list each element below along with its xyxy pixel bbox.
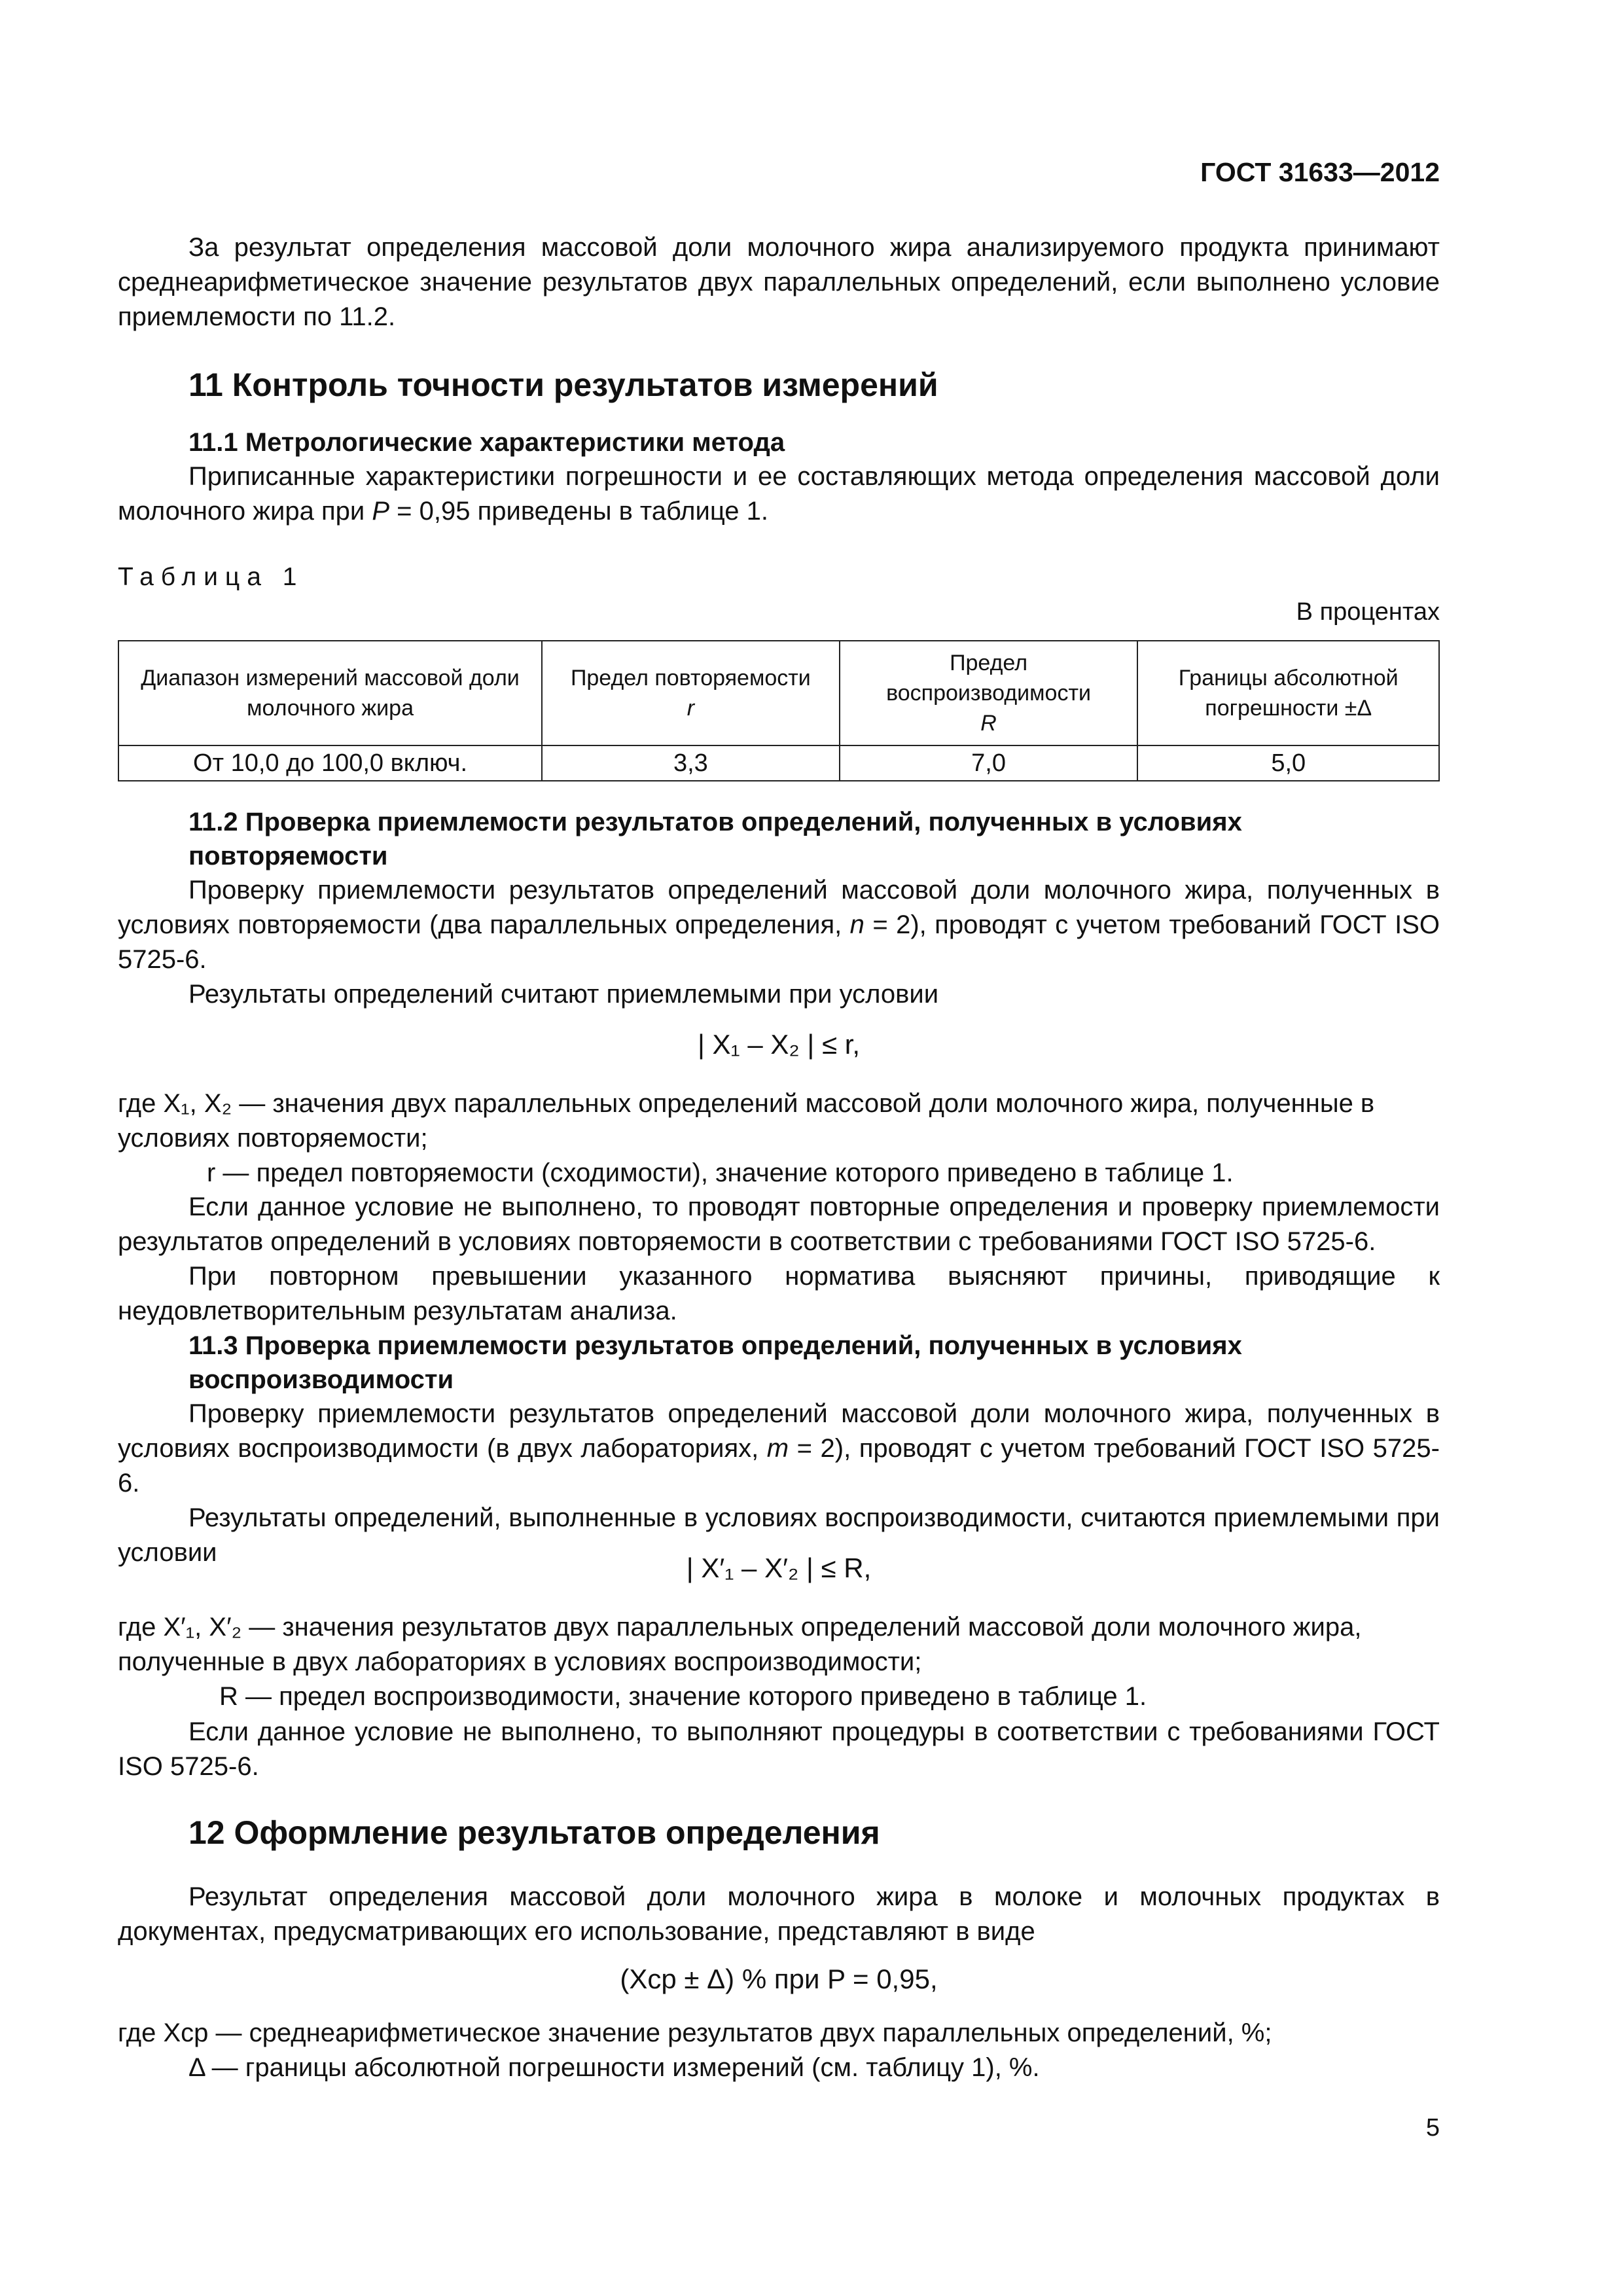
formula-repeatability: | X₁ – X₂ | ≤ r, <box>697 1029 861 1060</box>
table-unit: В процентах <box>1296 598 1440 626</box>
section-11-2-text-2: Результаты определений считают приемлемыми при условии <box>188 980 939 1009</box>
intro-paragraph: За результат определения массовой доли молочного жира анализируемого продукта принимают среднеарифметическое значение результатов двух параллельных определений, если выполнено условие приемлемости по 11.2. <box>118 233 1440 331</box>
where-symbol: R — <box>219 1682 272 1711</box>
page-number: 5 <box>1425 2114 1440 2142</box>
table-header-error: Границы абсолютной погрешности ±Δ <box>1137 641 1439 745</box>
where-symbol: Δ — <box>188 2053 238 2082</box>
where-block-result <box>118 2016 1440 2085</box>
metrology-table <box>118 640 1440 781</box>
table-header-repeatability: Предел повторяемости r <box>542 641 840 745</box>
where-symbol: где X′₁, X′₂ — <box>118 1613 276 1641</box>
table-header-reproducibility: Предел воспроизводимости R <box>840 641 1138 745</box>
table-row <box>118 745 1439 781</box>
where-symbol: где X₁, X₂ — <box>118 1089 266 1118</box>
where-symbol: где Xср — <box>118 2018 242 2047</box>
section-11-2-text-3: Если данное условие не выполнено, то проводят повторные определения и проверку приемлемости результатов определений в условиях повторяемости в соответствии с требованиями ГОСТ ISO 5725-6. <box>118 1193 1440 1256</box>
table-cell: 7,0 <box>840 745 1138 781</box>
where-symbol: r — <box>207 1158 249 1187</box>
section-11-1-title: 11.1 Метрологические характеристики метода <box>188 428 785 457</box>
section-11-3-title: 11.3 Проверка приемлемости результатов определений, полученных в условиях воспроизводимости <box>188 1331 1242 1394</box>
table-caption: Таблица 1 <box>118 563 304 591</box>
where-text: значения двух параллельных определений массовой доли молочного жира, полученные в условиях повторяемости; <box>118 1089 1375 1153</box>
formula-result: (Xср ± Δ) % при P = 0,95, <box>620 1964 938 1994</box>
section-11-2 <box>118 805 1440 1012</box>
where-text: значения результатов двух параллельных определений массовой доли молочного жира, полученные в двух лабораториях в условиях воспроизводимости; <box>118 1613 1362 1676</box>
where-text: среднеарифметическое значение результатов двух параллельных определений, %; <box>249 2018 1272 2047</box>
section-11-3 <box>118 1329 1440 1570</box>
section-11-1 <box>118 425 1440 529</box>
section-11-2-text-4: При повторном превышении указанного норматива выясняют причины, приводящие к неудовлетворительным результатам анализа. <box>118 1262 1440 1325</box>
document-code: ГОСТ 31633—2012 <box>1200 157 1440 187</box>
section-11-3-text-2: Результаты определений, выполненные в условиях воспроизводимости, считаются приемлемыми при условии <box>118 1503 1440 1567</box>
table-header-row <box>118 641 1439 745</box>
table-cell: 3,3 <box>542 745 840 781</box>
where-block-reproducibility <box>118 1610 1440 1714</box>
table-header-range: Диапазон измерений массовой доли молочного жира <box>118 641 542 745</box>
section-11-3-text-3: Если данное условие не выполнено, то выполняют процедуры в соответствии с требованиями ГОСТ ISO 5725-6. <box>118 1717 1440 1781</box>
section-11-3-text-1: Проверку приемлемости результатов определений массовой доли молочного жира, полученных в условиях воспроизводимости (в двух лабораториях, m = 2), проводят с учетом требований ГОСТ ISO 5725-6. <box>118 1399 1440 1498</box>
section-12-text: Результат определения массовой доли молочного жира в молоке и молочных продуктах в документах, предусматривающих его использование, представляют в виде <box>118 1882 1440 1946</box>
section-11-3-tail <box>118 1715 1440 1784</box>
table-cell: От 10,0 до 100,0 включ. <box>118 745 542 781</box>
section-11-2-text-1: Проверку приемлемости результатов определений массовой доли молочного жира, полученных в условиях повторяемости (два параллельных определения, n = 2), проводят с учетом требований ГОСТ ISO 5725-6. <box>118 876 1440 974</box>
formula-reproducibility: | X′₁ – X′₂ | ≤ R, <box>686 1552 872 1583</box>
where-text: предел повторяемости (сходимости), значение которого приведено в таблице 1. <box>256 1158 1234 1187</box>
section-11-2-title: 11.2 Проверка приемлемости результатов определений, полученных в условиях повторяемости <box>188 808 1242 870</box>
section-12-title: 12 Оформление результатов определения <box>188 1814 880 1851</box>
where-text: границы абсолютной погрешности измерений (см. таблицу 1), %. <box>245 2053 1040 2082</box>
where-text: предел воспроизводимости, значение которого приведено в таблице 1. <box>279 1682 1147 1711</box>
section-11-title: 11 Контроль точности результатов измерений <box>188 367 938 403</box>
where-block-repeatability <box>118 1086 1440 1191</box>
section-11-1-text: Приписанные характеристики погрешности и ее составляющих метода определения массовой доли молочного жира при P = 0,95 приведены в таблице 1. <box>118 462 1440 526</box>
table-cell: 5,0 <box>1137 745 1439 781</box>
section-11-2-tail <box>118 1190 1440 1329</box>
